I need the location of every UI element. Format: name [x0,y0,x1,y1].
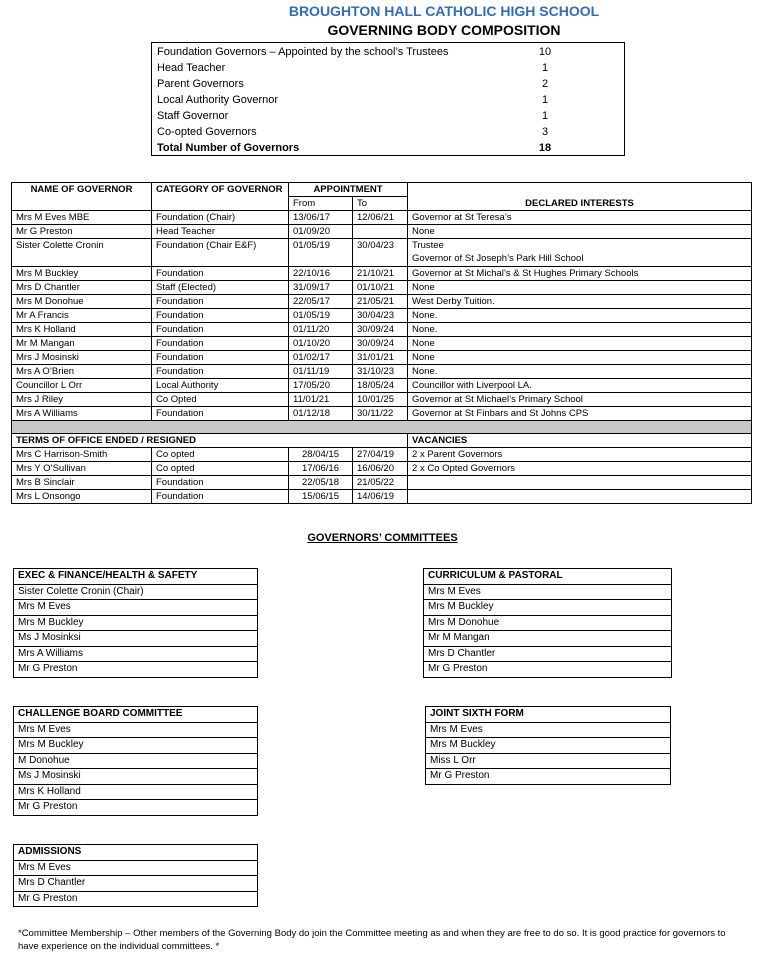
committee-member: Mrs M Eves [14,860,258,876]
appointed-from: 17/05/20 [289,379,353,393]
composition-label: Co-opted Governors [157,126,257,138]
committee-exec-finance [13,568,258,678]
appointed-from: 13/06/17 [289,211,353,225]
table-row [12,448,752,462]
ended-heading: TERMS OF OFFICE ENDED / RESIGNED [12,434,408,448]
appointed-to [353,225,408,239]
vacancy: 2 x Co Opted Governors [408,462,752,476]
composition-label: Foundation Governors – Appointed by the school’s Trustees [157,46,449,58]
appointed-from: 01/10/20 [289,337,353,351]
former-governor-category: Foundation [152,490,289,504]
governor-name: Mrs K Holland [12,323,152,337]
declared-interest: None [408,281,752,295]
declared-interest: None. [408,309,752,323]
appointed-to: 12/06/21 [353,211,408,225]
interests-header: DECLARED INTERESTS [408,183,752,211]
committee-member: Ms J Mosinksi [14,631,258,647]
term-from: 15/06/15 [289,490,353,504]
governor-category: Foundation [152,323,289,337]
governor-category: Co Opted [152,393,289,407]
committee-member: Mrs M Eves [14,600,258,616]
document-title: GOVERNING BODY COMPOSITION [327,22,561,38]
declared-interest: None [408,351,752,365]
interest-line: Trustee [412,240,444,251]
table-row [12,490,752,504]
appointed-from: 01/05/19 [289,309,353,323]
committee-member-row [426,738,671,754]
committee-footnote: *Committee Membership – Other members of the Governing Body do join the Committee meeting as and when they are free to do so. It is good practice for governors to have experience on the individual committees. * [18,928,726,952]
composition-label: Local Authority Governor [157,94,279,106]
governor-name: Mr A Francis [12,309,152,323]
committee-member: Sister Colette Cronin (Chair) [14,584,258,600]
declared-interest: Governor at St Teresa’s [408,211,752,225]
committee-member-row [14,800,258,816]
composition-label: Staff Governor [157,110,229,122]
appointed-from: 11/01/21 [289,393,353,407]
table-row [12,393,752,407]
appointed-to: 10/01/25 [353,393,408,407]
governor-category: Foundation [152,337,289,351]
committee-member-row [14,769,258,785]
committee-title: JOINT SIXTH FORM [426,707,671,723]
appointed-to: 31/10/23 [353,365,408,379]
committee-member: Mr G Preston [14,891,258,907]
appointed-to: 18/05/24 [353,379,408,393]
table-row [12,462,752,476]
appointed-from: 01/11/20 [289,323,353,337]
table-header-row [12,183,752,197]
name-header: NAME OF GOVERNOR [12,183,152,211]
table-row [12,211,752,225]
term-to: 21/05/22 [353,476,408,490]
committee-member-row [14,615,258,631]
committee-member-row [14,722,258,738]
governor-category: Foundation [152,365,289,379]
committee-member-row [14,600,258,616]
declared-interest: Governor at St Michal’s & St Hughes Primary Schools [408,267,752,281]
composition-value: 18 [538,142,552,154]
declared-interest: Governor at St Michael’s Primary School [408,393,752,407]
former-governor-category: Foundation [152,476,289,490]
governor-name: Mrs M Eves MBE [12,211,152,225]
composition-label: Parent Governors [157,78,244,90]
governor-category: Foundation [152,309,289,323]
composition-value: 2 [541,78,549,90]
composition-box [151,42,625,156]
committee-member: Mr G Preston [426,769,671,785]
school-name: BROUGHTON HALL CATHOLIC HIGH SCHOOL [288,3,600,19]
appointed-from: 22/05/17 [289,295,353,309]
term-to: 27/04/19 [353,448,408,462]
table-row [12,281,752,295]
committee-member: Mr M Mangan [424,631,672,647]
former-governor-name: Mrs B Sinclair [12,476,152,490]
former-governor-category: Co opted [152,448,289,462]
committee-member: Mrs M Eves [426,722,671,738]
appointed-from: 01/11/19 [289,365,353,379]
committee-admissions [13,844,258,907]
composition-value: 3 [541,126,549,138]
governor-category: Head Teacher [152,225,289,239]
governor-category: Foundation [152,407,289,421]
term-from: 17/06/16 [289,462,353,476]
term-to: 16/06/20 [353,462,408,476]
composition-label: Total Number of Governors [157,142,300,154]
term-from: 28/04/15 [289,448,353,462]
composition-row [157,108,617,124]
governor-name: Mrs M Donohue [12,295,152,309]
category-header: CATEGORY OF GOVERNOR [152,183,289,211]
former-governor-name: Mrs Y O’Sullivan [12,462,152,476]
committee-member-row [424,662,672,678]
committee-title-row [424,569,672,585]
committee-member: Mrs K Holland [14,784,258,800]
committee-member: Ms J Mosinski [14,769,258,785]
appointed-from: 01/05/19 [289,239,353,267]
committee-member: Mr G Preston [14,800,258,816]
committee-title: EXEC & FINANCE/HEALTH & SAFETY [14,569,258,585]
composition-total-row [157,140,617,156]
committee-title-row [14,845,258,861]
governor-name: Sister Colette Cronin [12,239,152,267]
to-header: To [353,197,408,211]
committee-member: Mr G Preston [424,662,672,678]
vacancy: 2 x Parent Governors [408,448,752,462]
table-row [12,295,752,309]
committee-member: Mrs M Buckley [426,738,671,754]
governor-name: Mrs J Mosinski [12,351,152,365]
governor-name: Councillor L Orr [12,379,152,393]
declared-interest: None. [408,323,752,337]
composition-value: 1 [541,94,549,106]
committee-challenge-board [13,706,258,816]
committee-member: M Donohue [14,753,258,769]
governor-name: Mrs A Williams [12,407,152,421]
committee-title-row [14,569,258,585]
governor-category: Local Authority [152,379,289,393]
governor-name: Mrs J Riley [12,393,152,407]
committee-member: Mrs M Buckley [424,600,672,616]
committee-member-row [426,722,671,738]
committee-title-row [14,707,258,723]
appointment-header: APPOINTMENT [289,183,408,197]
committee-member: Mrs M Buckley [14,738,258,754]
committee-member: Mrs A Williams [14,646,258,662]
appointed-to: 21/10/21 [353,267,408,281]
composition-row [157,92,617,108]
governor-name: Mrs D Chantler [12,281,152,295]
committee-member-row [424,600,672,616]
governor-name: Mr M Mangan [12,337,152,351]
appointed-to: 30/04/23 [353,309,408,323]
committees-heading: GOVERNORS’ COMMITTEES [307,532,458,544]
committee-member: Mrs M Donohue [424,615,672,631]
governor-name: Mrs M Buckley [12,267,152,281]
declared-interest: None [408,337,752,351]
declared-interest: Councillor with Liverpool LA. [408,379,752,393]
committee-member: Mrs D Chantler [14,876,258,892]
committee-member-row [14,646,258,662]
composition-value: 1 [541,110,549,122]
governor-category: Foundation (Chair E&F) [152,239,289,267]
committee-member-row [426,753,671,769]
governor-category: Foundation [152,267,289,281]
governor-category: Foundation [152,351,289,365]
appointed-to: 30/11/22 [353,407,408,421]
table-row [12,239,752,267]
divider-row [12,421,752,434]
appointed-to: 21/05/21 [353,295,408,309]
appointed-to: 30/09/24 [353,337,408,351]
table-row [12,309,752,323]
governor-category: Foundation (Chair) [152,211,289,225]
committee-title: ADMISSIONS [14,845,258,861]
committee-member-row [14,753,258,769]
appointed-to: 30/09/24 [353,323,408,337]
declared-interest: West Derby Tuition. [408,295,752,309]
table-row [12,225,752,239]
former-governor-name: Mrs L Onsongo [12,490,152,504]
table-row [12,267,752,281]
committee-member-row [14,891,258,907]
vacancy [408,490,752,504]
committee-title: CHALLENGE BOARD COMMITTEE [14,707,258,723]
table-row [12,323,752,337]
committee-member-row [14,631,258,647]
appointed-from: 01/02/17 [289,351,353,365]
appointed-to: 31/01/21 [353,351,408,365]
gray-divider [12,421,752,434]
appointed-from: 31/09/17 [289,281,353,295]
committee-member-row [14,860,258,876]
committee-member-row [424,646,672,662]
committee-member: Mrs M Eves [424,584,672,600]
composition-value: 10 [538,46,552,58]
committee-member: Miss L Orr [426,753,671,769]
vacancies-heading: VACANCIES [408,434,752,448]
composition-row [157,76,617,92]
committee-member-row [424,615,672,631]
governor-category: Foundation [152,295,289,309]
composition-row [157,44,617,60]
former-governor-name: Mrs C Harrison-Smith [12,448,152,462]
vacancy [408,476,752,490]
committee-title: CURRICULUM & PASTORAL [424,569,672,585]
governors-table [11,182,752,504]
committee-member-row [14,662,258,678]
committee-member-row [424,584,672,600]
appointed-from: 01/09/20 [289,225,353,239]
committee-member: Mrs M Eves [14,722,258,738]
committee-member-row [14,584,258,600]
section-header-row [12,434,752,448]
declared-interest: None [408,225,752,239]
composition-row [157,124,617,140]
table-row [12,337,752,351]
table-row [12,407,752,421]
former-governor-category: Co opted [152,462,289,476]
appointed-from: 01/12/18 [289,407,353,421]
committee-member-row [426,769,671,785]
table-row [12,476,752,490]
committee-member-row [14,784,258,800]
composition-value: 1 [541,62,549,74]
appointed-to: 30/04/23 [353,239,408,267]
committee-member-row [424,631,672,647]
governor-name: Mrs A O’Brien [12,365,152,379]
committee-member-row [14,876,258,892]
committee-joint-sixth-form [425,706,671,785]
term-to: 14/06/19 [353,490,408,504]
composition-label: Head Teacher [157,62,226,74]
governor-name: Mr G Preston [12,225,152,239]
committee-member: Mrs M Buckley [14,615,258,631]
committee-member: Mr G Preston [14,662,258,678]
from-header: From [289,197,353,211]
committee-title-row [426,707,671,723]
governor-category: Staff (Elected) [152,281,289,295]
declared-interest: None. [408,365,752,379]
appointed-to: 01/10/21 [353,281,408,295]
appointed-from: 22/10/16 [289,267,353,281]
declared-interest [408,239,752,267]
term-from: 22/05/18 [289,476,353,490]
interest-line: Governor of St Joseph’s Park Hill School [412,253,584,264]
committee-member: Mrs D Chantler [424,646,672,662]
composition-row [157,60,617,76]
table-row [12,379,752,393]
committee-curriculum-pastoral [423,568,672,678]
table-row [12,351,752,365]
committee-member-row [14,738,258,754]
table-row [12,365,752,379]
declared-interest: Governor at St Finbars and St Johns CPS [408,407,752,421]
